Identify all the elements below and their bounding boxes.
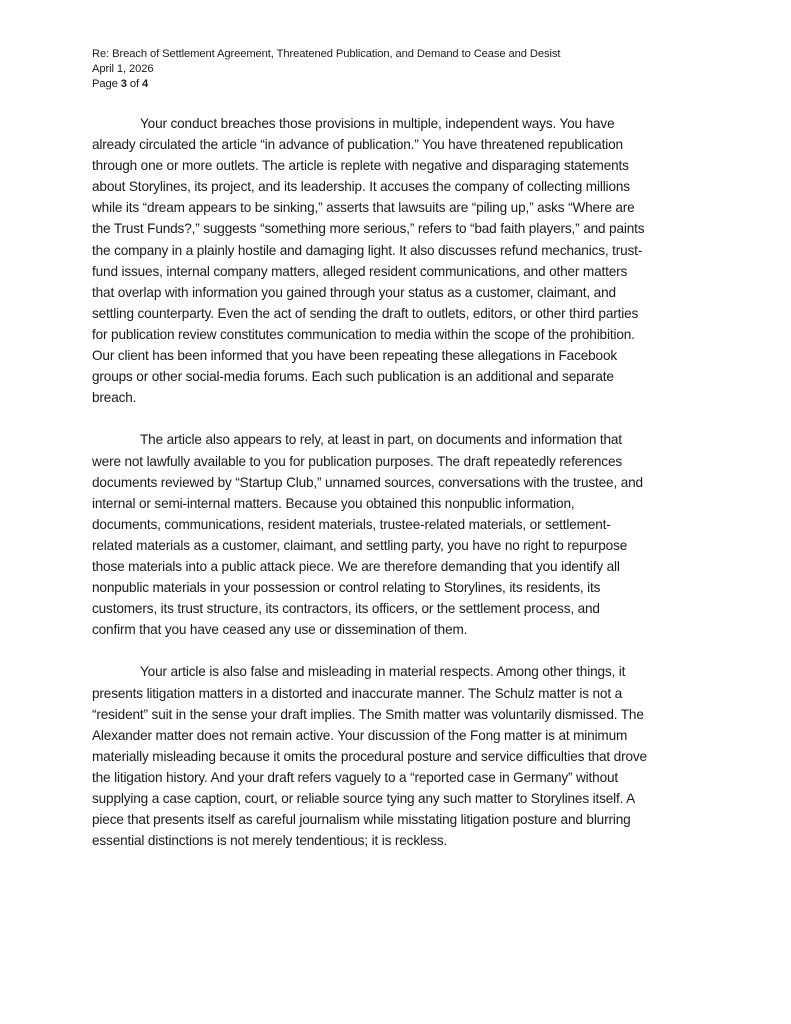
paragraph-line: that overlap with information you gained through your status as a customer, claimant, and — [92, 284, 616, 300]
page-number — [92, 77, 712, 92]
paragraph-line: essential distinctions is not merely tendentious; it is reckless. — [92, 833, 448, 849]
letter-date: April 1, 2026 — [92, 63, 154, 75]
paragraph-line: supplying a case caption, court, or reliable source tying any such matter to Storylines itself. A — [92, 791, 636, 806]
paragraph-line: the Trust Funds?,” suggests “something more serious,” refers to “bad faith players,” and paints — [92, 221, 645, 237]
paragraph-line: materially misleading because it omits the procedural posture and service difficulties that drove — [92, 748, 647, 764]
paragraph-line: Your article is also false and misleading in material respects. Among other things, it — [140, 664, 626, 680]
paragraph-line: the litigation history. And your draft refers vaguely to a “reported case in Germany” without — [92, 769, 619, 785]
body-paragraph — [92, 113, 712, 408]
paragraph-line: nonpublic materials in your possession or control relating to Storylines, its residents, its — [92, 580, 601, 596]
letter-body — [92, 113, 712, 872]
letter-header — [92, 47, 712, 92]
paragraph-line: Alexander matter does not remain active. Your discussion of the Fong matter is at minimum — [92, 727, 628, 743]
paragraph-line: those materials into a public attack piece. We are therefore demanding that you identify all — [92, 558, 620, 574]
paragraph-line: documents, communications, resident materials, trustee-related materials, or settlement- — [92, 516, 611, 532]
paragraph-line: groups or other social-media forums. Each such publication is an additional and separate — [92, 369, 614, 385]
paragraph-line: about Storylines, its project, and its leadership. It accuses the company of collecting millions — [92, 179, 630, 195]
paragraph-line: fund issues, internal company matters, alleged resident communications, and other matters — [92, 263, 628, 279]
paragraph-line: “resident” suit in the sense your draft implies. The Smith matter was voluntarily dismissed. The — [92, 706, 644, 722]
paragraph-line: presents litigation matters in a distorted and inaccurate manner. The Schulz matter is not a — [92, 685, 622, 701]
body-paragraph — [92, 429, 712, 640]
page-current: 3 — [120, 78, 127, 90]
paragraph-line: related materials as a customer, claimant, and settling party, you have no right to repurpose — [92, 537, 628, 553]
paragraph-line: internal or semi-internal matters. Because you obtained this nonpublic information, — [92, 495, 575, 511]
paragraph-line: breach. — [92, 390, 137, 406]
paragraph-line: confirm that you have ceased any use or dissemination of them. — [92, 622, 468, 638]
page-of: of — [126, 78, 143, 90]
paragraph-line: already circulated the article “in advance of publication.” You have threatened republication — [92, 137, 623, 153]
subject-line: Re: Breach of Settlement Agreement, Threatened Publication, and Demand to Cease and Desist — [92, 48, 561, 60]
body-paragraph — [92, 661, 712, 851]
paragraph-line: the company in a plainly hostile and damaging light. It also discusses refund mechanics, trust- — [92, 242, 643, 258]
paragraph-line: Our client has been informed that you have been repeating these allegations in Facebook — [92, 348, 618, 364]
paragraph-line: while its “dream appears to be sinking,” asserts that lawsuits are “piling up,” asks “Where are — [92, 200, 635, 216]
page-prefix: Page — [92, 78, 121, 90]
paragraph-line: The article also appears to rely, at least in part, on documents and information that — [140, 432, 622, 448]
paragraph-line: documents reviewed by “Startup Club,” unnamed sources, conversations with the trustee, and — [92, 474, 643, 490]
paragraph-line: through one or more outlets. The article is replete with negative and disparaging statements — [92, 158, 629, 174]
paragraph-line: piece that presents itself as careful journalism while misstating litigation posture and blurring — [92, 812, 631, 828]
paragraph-line: Your conduct breaches those provisions in multiple, independent ways. You have — [140, 116, 615, 131]
paragraph-line: customers, its trust structure, its contractors, its officers, or the settlement process, and — [92, 601, 600, 617]
page-total: 4 — [142, 78, 149, 90]
paragraph-line: settling counterparty. Even the act of sending the draft to outlets, editors, or other third parties — [92, 305, 639, 321]
paragraph-line: for publication review constitutes communication to media within the scope of the prohibition. — [92, 326, 635, 342]
paragraph-line: were not lawfully available to you for publication purposes. The draft repeatedly references — [92, 453, 623, 469]
